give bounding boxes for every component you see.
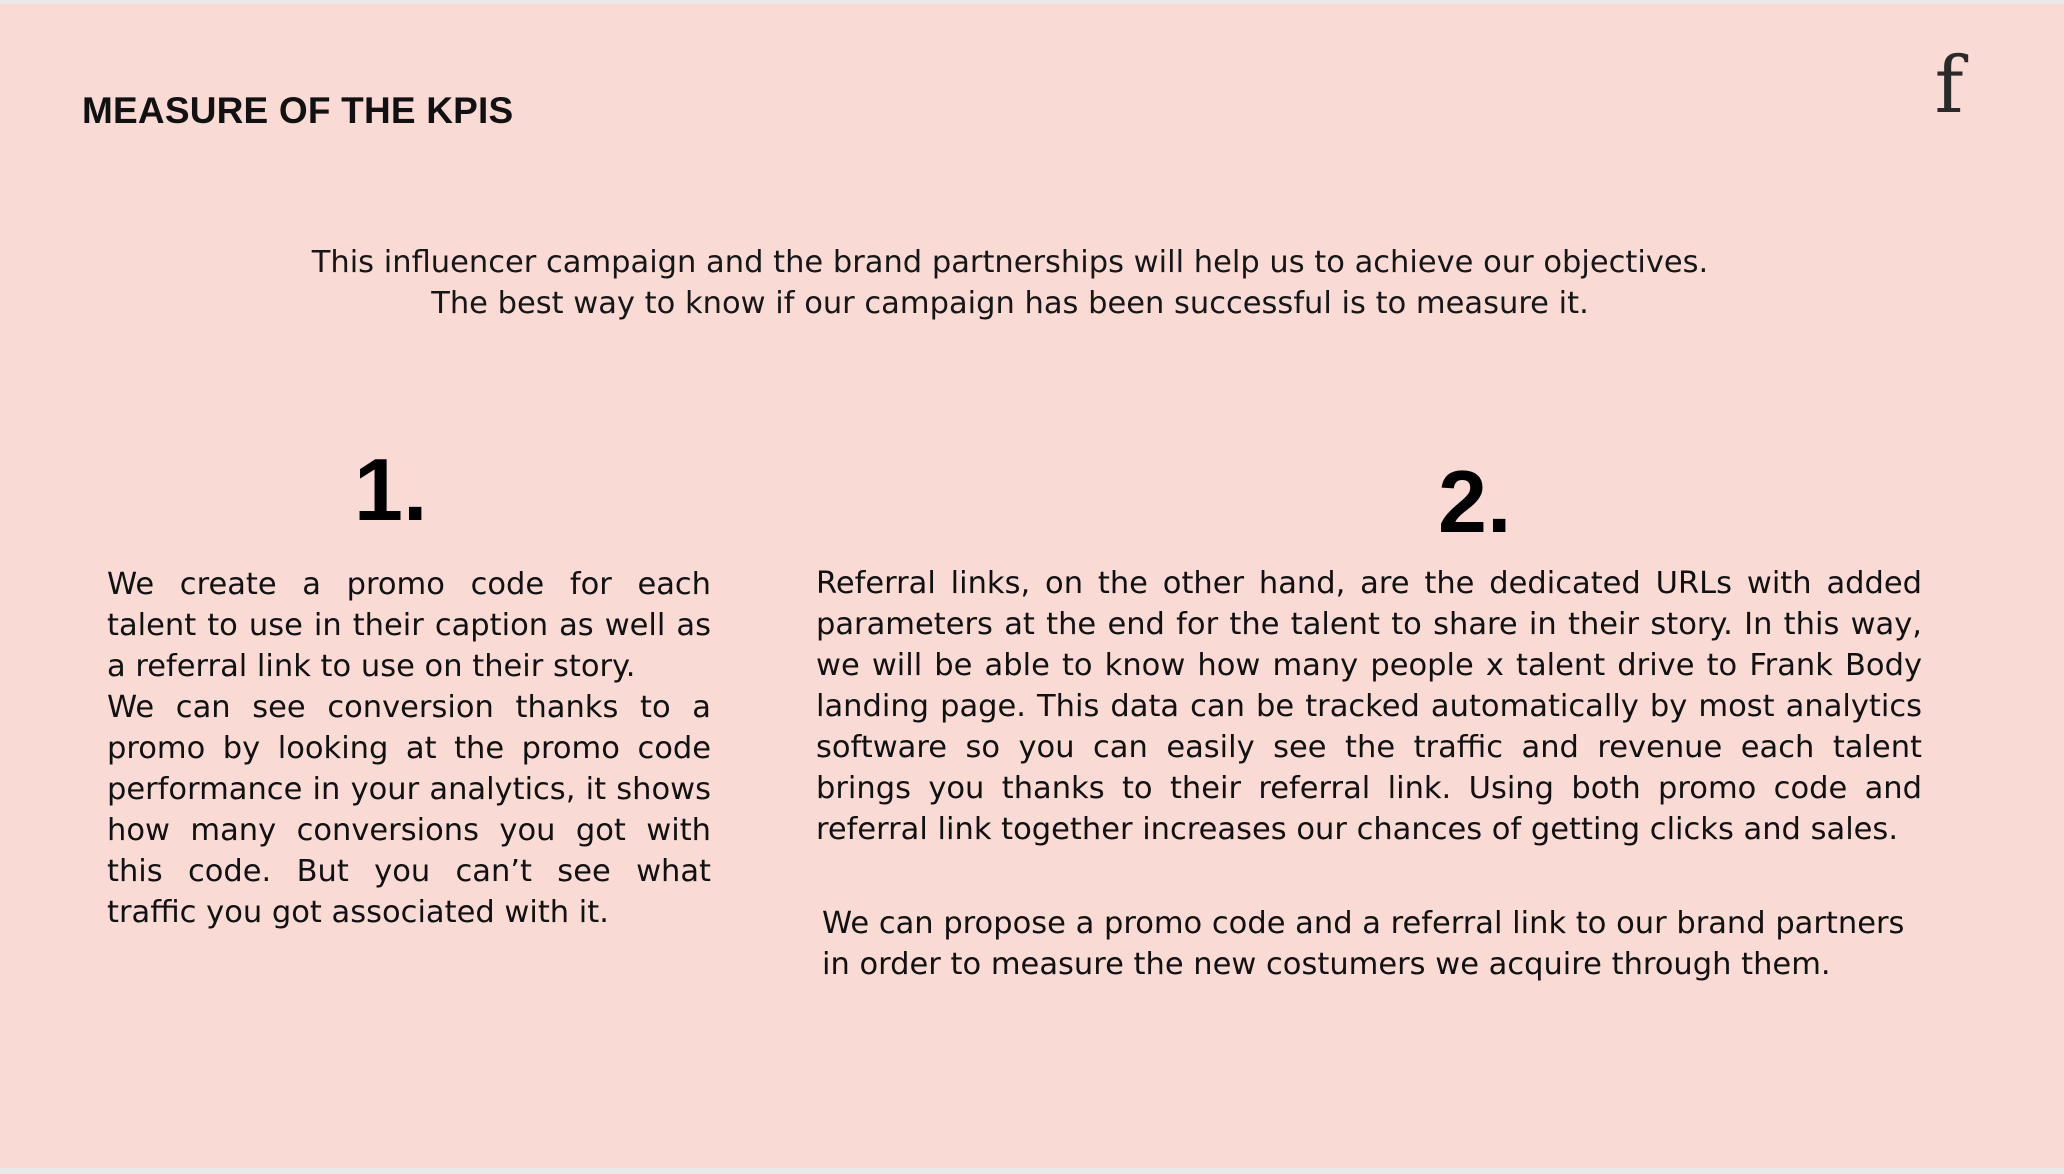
- frank-body-logo-icon: f: [1934, 41, 1964, 131]
- section-2-paragraph-2: We can propose a promo code and a referral link to our brand partners in order to measure the new costumers we acquire through them.: [822, 906, 1905, 982]
- intro-text: [200, 242, 1820, 324]
- section-2-number: 2.: [1438, 452, 1512, 551]
- intro-line-2: The best way to know if our campaign has been successful is to measure it.: [431, 286, 1589, 321]
- slide: [0, 4, 2064, 1168]
- intro-line-1: This influencer campaign and the brand partnerships will help us to achieve our objectives.: [311, 245, 1709, 280]
- slide-title: MEASURE OF THE KPIS: [82, 90, 514, 131]
- section-1-paragraph-1: We create a promo code for each talent to use in their caption as well as a referral link to use on their story.: [107, 567, 711, 684]
- section-2-paragraph-1: Referral links, on the other hand, are the dedicated URLs with added parameters at the end for the talent to share in their story. In this way, we will be able to know how many people x talent drive to Frank Body landing page. This data can be tracked automatically by most analytics software so you can easily see the traffic and revenue each talent brings you thanks to their referral link. Using both promo code and referral link together increases our chances of getting clicks and sales.: [816, 566, 1922, 847]
- section-1-body: [107, 564, 711, 933]
- section-1-number: 1.: [354, 440, 428, 539]
- section-1-paragraph-2: We can see conversion thanks to a promo by looking at the promo code performance in your analytics, it shows how many conversions you got with this code. But you can’t see what traffic you got associated with it.: [107, 690, 711, 930]
